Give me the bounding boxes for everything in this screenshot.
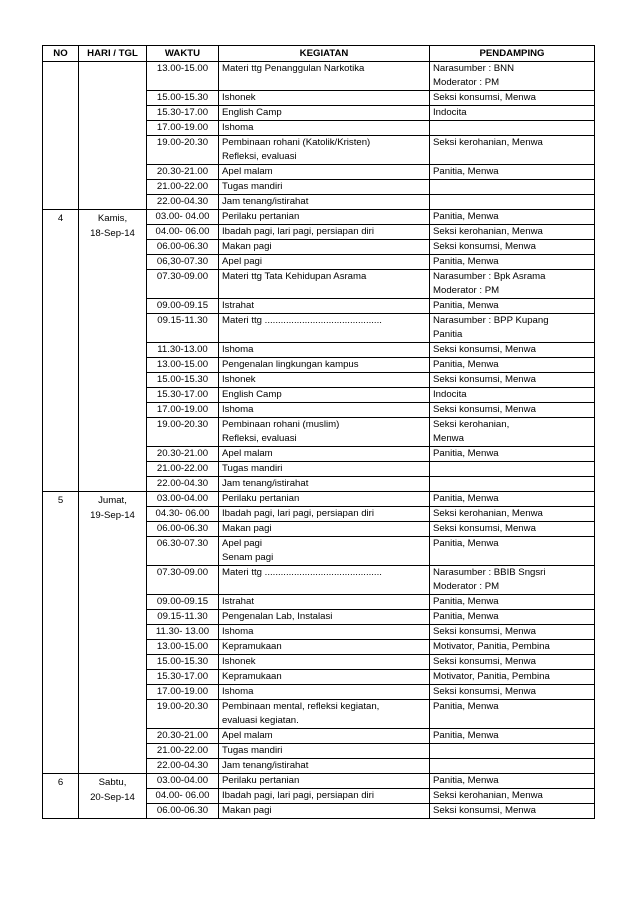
activity-cell bbox=[219, 640, 430, 655]
time-cell: 20.30-21.00 bbox=[147, 729, 219, 744]
companion-cell bbox=[430, 136, 595, 165]
companion-cell bbox=[430, 566, 595, 595]
time-cell: 06.30-07.30 bbox=[147, 537, 219, 566]
companion-cell bbox=[430, 255, 595, 270]
activity-line: Kepramukaan bbox=[222, 671, 282, 682]
time-cell: 04.30- 06.00 bbox=[147, 507, 219, 522]
companion-line: Panitia, Menwa bbox=[433, 211, 499, 222]
activity-cell bbox=[219, 388, 430, 403]
companion-line: Panitia, Menwa bbox=[433, 448, 499, 459]
time-cell: 03.00-04.00 bbox=[147, 774, 219, 789]
companion-cell bbox=[430, 522, 595, 537]
activity-line: Tugas mandiri bbox=[222, 463, 283, 474]
activity-cell bbox=[219, 522, 430, 537]
companion-cell bbox=[430, 299, 595, 314]
companion-line: Seksi kerohanian, Menwa bbox=[433, 137, 543, 148]
activity-cell bbox=[219, 358, 430, 373]
day-number: 5 bbox=[43, 492, 79, 774]
time-cell: 03.00-04.00 bbox=[147, 492, 219, 507]
companion-cell bbox=[430, 537, 595, 566]
activity-cell bbox=[219, 789, 430, 804]
activity-cell bbox=[219, 685, 430, 700]
activity-line: Ishoma bbox=[222, 344, 254, 355]
time-cell: 09.00-09.15 bbox=[147, 595, 219, 610]
companion-cell bbox=[430, 804, 595, 819]
activity-line: Kepramukaan bbox=[222, 641, 282, 652]
companion-line: Seksi konsumsi, Menwa bbox=[433, 241, 536, 252]
day-date-label: 18-Sep-14 bbox=[90, 228, 135, 239]
activity-cell bbox=[219, 507, 430, 522]
activity-line: evaluasi kegiatan. bbox=[222, 715, 299, 726]
activity-cell bbox=[219, 121, 430, 136]
activity-line: Pembinaan mental, refleksi kegiatan, bbox=[222, 701, 380, 712]
companion-cell bbox=[430, 121, 595, 136]
header-companion: PENDAMPING bbox=[430, 46, 595, 62]
activity-line: Ishonek bbox=[222, 656, 256, 667]
activity-line: Apel pagi bbox=[222, 538, 263, 549]
activity-line: Ishonek bbox=[222, 92, 256, 103]
time-cell: 06.00-06.30 bbox=[147, 240, 219, 255]
activity-line: Makan pagi bbox=[222, 805, 272, 816]
companion-cell bbox=[430, 62, 595, 91]
table-row bbox=[43, 492, 595, 507]
activity-line: Apel malam bbox=[222, 448, 273, 459]
activity-cell bbox=[219, 655, 430, 670]
time-cell: 06,30-07.30 bbox=[147, 255, 219, 270]
activity-cell bbox=[219, 373, 430, 388]
companion-line: Seksi kerohanian, Menwa bbox=[433, 790, 543, 801]
companion-cell bbox=[430, 225, 595, 240]
activity-line: Apel pagi bbox=[222, 256, 263, 267]
companion-cell bbox=[430, 700, 595, 729]
companion-cell bbox=[430, 744, 595, 759]
companion-cell bbox=[430, 210, 595, 225]
header-day: HARI / TGL bbox=[79, 46, 147, 62]
activity-line: Ishonek bbox=[222, 374, 256, 385]
activity-cell bbox=[219, 595, 430, 610]
day-number: 4 bbox=[43, 210, 79, 492]
time-cell: 19.00-20.30 bbox=[147, 700, 219, 729]
companion-line: Panitia, Menwa bbox=[433, 359, 499, 370]
activity-line: Ibadah pagi, lari pagi, persiapan diri bbox=[222, 790, 375, 801]
time-cell: 22.00-04.30 bbox=[147, 759, 219, 774]
day-date bbox=[79, 210, 147, 492]
activity-line: Ibadah pagi, lari pagi, persiapan diri bbox=[222, 508, 375, 519]
activity-line: Apel malam bbox=[222, 166, 273, 177]
time-cell: 22.00-04.30 bbox=[147, 195, 219, 210]
companion-line: Menwa bbox=[433, 433, 464, 444]
companion-line: Seksi konsumsi, Menwa bbox=[433, 344, 536, 355]
activity-line: Apel malam bbox=[222, 730, 273, 741]
companion-line: Motivator, Panitia, Pembina bbox=[433, 671, 550, 682]
time-cell: 21.00-22.00 bbox=[147, 180, 219, 195]
companion-cell bbox=[430, 492, 595, 507]
day-date bbox=[79, 62, 147, 210]
companion-cell bbox=[430, 625, 595, 640]
time-cell: 20.30-21.00 bbox=[147, 447, 219, 462]
companion-cell bbox=[430, 789, 595, 804]
activity-cell bbox=[219, 804, 430, 819]
companion-cell bbox=[430, 759, 595, 774]
activity-line: Ishoma bbox=[222, 626, 254, 637]
activity-cell bbox=[219, 774, 430, 789]
activity-cell bbox=[219, 447, 430, 462]
companion-line: Panitia, Menwa bbox=[433, 701, 499, 712]
activity-cell bbox=[219, 625, 430, 640]
companion-cell bbox=[430, 240, 595, 255]
companion-line: Panitia, Menwa bbox=[433, 166, 499, 177]
time-cell: 15.30-17.00 bbox=[147, 670, 219, 685]
time-cell: 19.00-20.30 bbox=[147, 136, 219, 165]
table-row bbox=[43, 774, 595, 789]
activity-cell bbox=[219, 759, 430, 774]
activity-line: English Camp bbox=[222, 389, 282, 400]
activity-line: Makan pagi bbox=[222, 241, 272, 252]
time-cell: 09.15-11.30 bbox=[147, 610, 219, 625]
companion-line: Seksi konsumsi, Menwa bbox=[433, 92, 536, 103]
companion-line: Seksi konsumsi, Menwa bbox=[433, 404, 536, 415]
time-cell: 20.30-21.00 bbox=[147, 165, 219, 180]
activity-cell bbox=[219, 670, 430, 685]
companion-line: Seksi kerohanian, Menwa bbox=[433, 226, 543, 237]
companion-line: Seksi konsumsi, Menwa bbox=[433, 626, 536, 637]
day-date bbox=[79, 492, 147, 774]
activity-cell bbox=[219, 314, 430, 343]
time-cell: 06.00-06.30 bbox=[147, 804, 219, 819]
companion-line: Panitia, Menwa bbox=[433, 300, 499, 311]
time-cell: 21.00-22.00 bbox=[147, 462, 219, 477]
time-cell: 19.00-20.30 bbox=[147, 418, 219, 447]
time-cell: 13.00-15.00 bbox=[147, 640, 219, 655]
companion-cell bbox=[430, 685, 595, 700]
activity-line: Senam pagi bbox=[222, 552, 274, 563]
header-no: NO bbox=[43, 46, 79, 62]
activity-line: Perilaku pertanian bbox=[222, 211, 300, 222]
companion-cell bbox=[430, 729, 595, 744]
companion-line: Panitia, Menwa bbox=[433, 493, 499, 504]
activity-cell bbox=[219, 210, 430, 225]
companion-cell bbox=[430, 343, 595, 358]
activity-line: English Camp bbox=[222, 107, 282, 118]
time-cell: 04.00- 06.00 bbox=[147, 789, 219, 804]
activity-line: Pengenalan lingkungan kampus bbox=[222, 359, 359, 370]
companion-cell bbox=[430, 91, 595, 106]
companion-cell bbox=[430, 388, 595, 403]
time-cell: 21.00-22.00 bbox=[147, 744, 219, 759]
time-cell: 15.30-17.00 bbox=[147, 106, 219, 121]
time-cell: 11.30- 13.00 bbox=[147, 625, 219, 640]
companion-line: Seksi konsumsi, Menwa bbox=[433, 686, 536, 697]
table-row bbox=[43, 210, 595, 225]
companion-cell bbox=[430, 418, 595, 447]
time-cell: 22.00-04.30 bbox=[147, 477, 219, 492]
time-cell: 17.00-19.00 bbox=[147, 685, 219, 700]
header-time: WAKTU bbox=[147, 46, 219, 62]
companion-line: Moderator : PM bbox=[433, 77, 500, 88]
time-cell: 15.30-17.00 bbox=[147, 388, 219, 403]
companion-line: Narasumber : Bpk Asrama bbox=[433, 271, 546, 282]
companion-cell bbox=[430, 314, 595, 343]
companion-line: Motivator, Panitia, Pembina bbox=[433, 641, 550, 652]
companion-cell bbox=[430, 655, 595, 670]
companion-cell bbox=[430, 640, 595, 655]
companion-cell bbox=[430, 507, 595, 522]
activity-cell bbox=[219, 343, 430, 358]
companion-cell bbox=[430, 373, 595, 388]
activity-line: Perilaku pertanian bbox=[222, 493, 300, 504]
activity-cell bbox=[219, 91, 430, 106]
activity-cell bbox=[219, 270, 430, 299]
companion-cell bbox=[430, 610, 595, 625]
companion-line: Seksi konsumsi, Menwa bbox=[433, 656, 536, 667]
day-name: Kamis, bbox=[97, 213, 128, 224]
activity-line: Istrahat bbox=[222, 300, 254, 311]
companion-cell bbox=[430, 270, 595, 299]
activity-cell bbox=[219, 136, 430, 165]
day-number: 6 bbox=[43, 774, 79, 819]
companion-cell bbox=[430, 180, 595, 195]
companion-line: Seksi kerohanian, Menwa bbox=[433, 508, 543, 519]
activity-line: Materi ttg ............................................ bbox=[222, 567, 382, 578]
activity-cell bbox=[219, 418, 430, 447]
companion-line: Seksi konsumsi, Menwa bbox=[433, 374, 536, 385]
time-cell: 06.00-06.30 bbox=[147, 522, 219, 537]
time-cell: 11.30-13.00 bbox=[147, 343, 219, 358]
companion-cell bbox=[430, 462, 595, 477]
companion-line: Panitia, Menwa bbox=[433, 538, 499, 549]
time-cell: 07.30-09.00 bbox=[147, 566, 219, 595]
companion-line: Indocita bbox=[433, 107, 467, 118]
companion-line: Seksi konsumsi, Menwa bbox=[433, 805, 536, 816]
activity-cell bbox=[219, 610, 430, 625]
companion-line: Panitia, Menwa bbox=[433, 730, 499, 741]
activity-line: Jam tenang/istirahat bbox=[222, 760, 309, 771]
activity-cell bbox=[219, 566, 430, 595]
schedule-table bbox=[42, 45, 595, 819]
companion-line: Narasumber : BBIB Sngsri bbox=[433, 567, 546, 578]
activity-line: Istrahat bbox=[222, 596, 254, 607]
activity-cell bbox=[219, 255, 430, 270]
companion-cell bbox=[430, 165, 595, 180]
time-cell: 17.00-19.00 bbox=[147, 403, 219, 418]
activity-cell bbox=[219, 180, 430, 195]
companion-cell bbox=[430, 358, 595, 373]
activity-cell bbox=[219, 106, 430, 121]
companion-cell bbox=[430, 595, 595, 610]
activity-cell bbox=[219, 62, 430, 91]
activity-cell bbox=[219, 537, 430, 566]
activity-cell bbox=[219, 225, 430, 240]
companion-line: Panitia, Menwa bbox=[433, 596, 499, 607]
activity-line: Refleksi, evaluasi bbox=[222, 433, 297, 444]
time-cell: 07.30-09.00 bbox=[147, 270, 219, 299]
companion-line: Narasumber : BPP Kupang bbox=[433, 315, 549, 326]
activity-line: Ibadah pagi, lari pagi, persiapan diri bbox=[222, 226, 375, 237]
time-cell: 13.00-15.00 bbox=[147, 358, 219, 373]
day-date-label: 19-Sep-14 bbox=[90, 510, 135, 521]
time-cell: 15.00-15.30 bbox=[147, 373, 219, 388]
activity-cell bbox=[219, 700, 430, 729]
day-name: Jumat, bbox=[98, 495, 127, 506]
companion-line: Panitia, Menwa bbox=[433, 775, 499, 786]
day-date bbox=[79, 774, 147, 819]
companion-line: Panitia, Menwa bbox=[433, 256, 499, 267]
activity-line: Refleksi, evaluasi bbox=[222, 151, 297, 162]
activity-cell bbox=[219, 165, 430, 180]
header-activity: KEGIATAN bbox=[219, 46, 430, 62]
companion-line: Moderator : PM bbox=[433, 581, 500, 592]
day-number bbox=[43, 62, 79, 210]
activity-line: Pembinaan rohani (Katolik/Kristen) bbox=[222, 137, 371, 148]
activity-cell bbox=[219, 462, 430, 477]
companion-cell bbox=[430, 447, 595, 462]
activity-cell bbox=[219, 403, 430, 418]
companion-cell bbox=[430, 774, 595, 789]
activity-line: Materi ttg Penanggulan Narkotika bbox=[222, 63, 365, 74]
companion-cell bbox=[430, 477, 595, 492]
activity-cell bbox=[219, 299, 430, 314]
companion-line: Panitia, Menwa bbox=[433, 611, 499, 622]
table-row bbox=[43, 62, 595, 91]
table-body bbox=[43, 62, 595, 819]
activity-line: Ishoma bbox=[222, 122, 254, 133]
activity-line: Tugas mandiri bbox=[222, 181, 283, 192]
activity-cell bbox=[219, 744, 430, 759]
activity-line: Ishoma bbox=[222, 686, 254, 697]
activity-line: Perilaku pertanian bbox=[222, 775, 300, 786]
time-cell: 15.00-15.30 bbox=[147, 655, 219, 670]
time-cell: 03.00- 04.00 bbox=[147, 210, 219, 225]
activity-line: Tugas mandiri bbox=[222, 745, 283, 756]
activity-line: Pembinaan rohani (muslim) bbox=[222, 419, 340, 430]
companion-line: Panitia bbox=[433, 329, 463, 340]
time-cell: 09.00-09.15 bbox=[147, 299, 219, 314]
activity-line: Jam tenang/istirahat bbox=[222, 196, 309, 207]
activity-cell bbox=[219, 195, 430, 210]
activity-line: Jam tenang/istirahat bbox=[222, 478, 309, 489]
activity-cell bbox=[219, 240, 430, 255]
time-cell: 04.00- 06.00 bbox=[147, 225, 219, 240]
activity-cell bbox=[219, 477, 430, 492]
activity-cell bbox=[219, 729, 430, 744]
activity-line: Pengenalan Lab, Instalasi bbox=[222, 611, 333, 622]
companion-line: Moderator : PM bbox=[433, 285, 500, 296]
activity-line: Materi ttg Tata Kehidupan Asrama bbox=[222, 271, 367, 282]
companion-cell bbox=[430, 670, 595, 685]
day-date-label: 20-Sep-14 bbox=[90, 792, 135, 803]
companion-cell bbox=[430, 106, 595, 121]
companion-cell bbox=[430, 403, 595, 418]
day-name: Sabtu, bbox=[98, 777, 127, 788]
time-cell: 15.00-15.30 bbox=[147, 91, 219, 106]
table-header bbox=[43, 46, 595, 62]
time-cell: 17.00-19.00 bbox=[147, 121, 219, 136]
companion-line: Seksi konsumsi, Menwa bbox=[433, 523, 536, 534]
companion-line: Narasumber : BNN bbox=[433, 63, 515, 74]
time-cell: 13.00-15.00 bbox=[147, 62, 219, 91]
activity-line: Materi ttg ............................................ bbox=[222, 315, 382, 326]
time-cell: 09.15-11.30 bbox=[147, 314, 219, 343]
activity-line: Makan pagi bbox=[222, 523, 272, 534]
companion-line: Indocita bbox=[433, 389, 467, 400]
activity-line: Ishoma bbox=[222, 404, 254, 415]
companion-line: Seksi kerohanian, bbox=[433, 419, 510, 430]
activity-cell bbox=[219, 492, 430, 507]
companion-cell bbox=[430, 195, 595, 210]
